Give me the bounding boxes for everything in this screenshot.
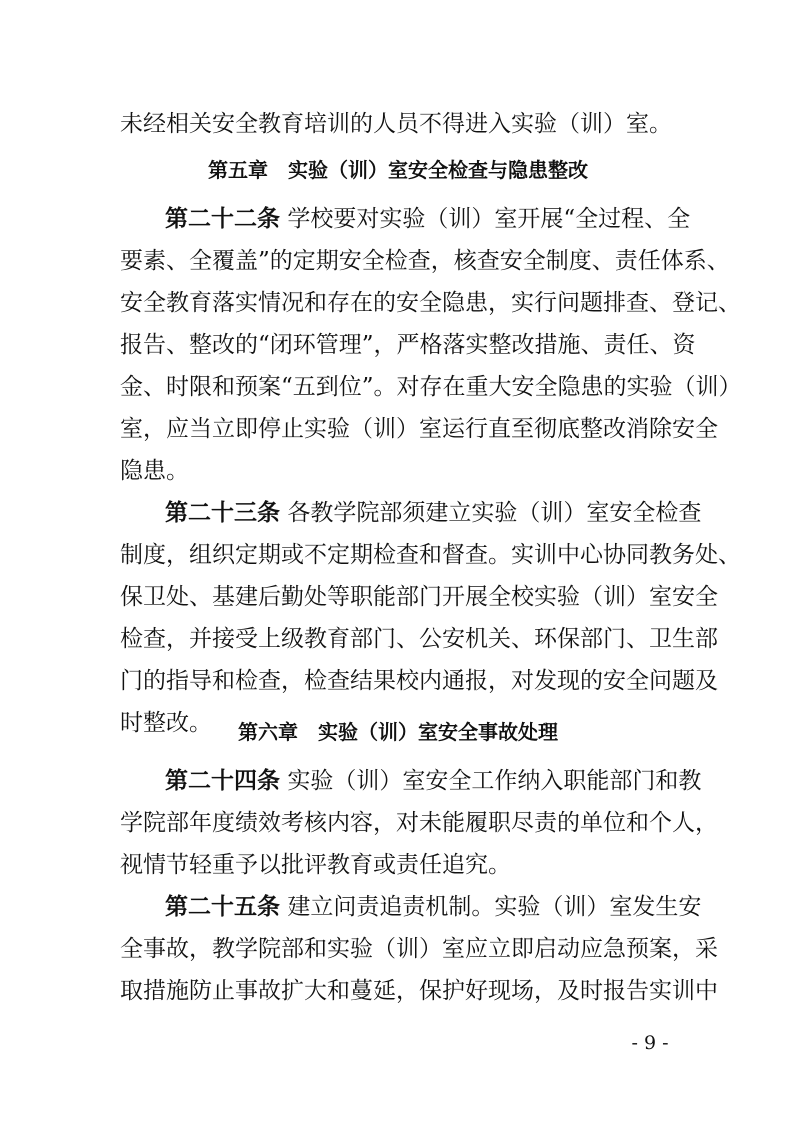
article-24-label: 第二十四条 xyxy=(165,768,280,794)
text-line: 全事故，教学院部和实验（训）室应立即启动应急预案，采 xyxy=(120,936,718,962)
text-line: 制度，组织定期或不定期检查和督查。实训中心协同教务处、 xyxy=(120,542,741,568)
article-22-label: 第二十二条 xyxy=(165,206,280,232)
article-25-label: 第二十五条 xyxy=(165,894,280,920)
text-line: 未经相关安全教育培训的人员不得进入实验（训）室。 xyxy=(120,111,672,137)
text-line: 保卫处、基建后勤处等职能部门开展全校实验（训）室安全 xyxy=(120,584,718,610)
article-22-text: 学校要对实验（训）室开展“全过程、全 xyxy=(287,206,691,232)
article-25-text: 建立问责追责机制。实验（训）室发生安 xyxy=(287,894,702,920)
article-23-label: 第二十三条 xyxy=(165,500,280,526)
text-line: 报告、整改的“闭环管理”，严格落实整改措施、责任、资 xyxy=(120,332,696,358)
text-line: 检查，并接受上级教育部门、公安机关、环保部门、卫生部 xyxy=(120,626,718,652)
chapter-5-heading: 第五章 实验（训）室安全检查与隐患整改 xyxy=(208,158,588,182)
text-line: 时整改。 xyxy=(120,710,212,736)
text-line: 取措施防止事故扩大和蔓延，保护好现场，及时报告实训中 xyxy=(120,978,718,1004)
text-line: 隐患。 xyxy=(120,458,189,484)
page-number: - 9 - xyxy=(631,1032,669,1054)
chapter-6-heading: 第六章 实验（训）室安全事故处理 xyxy=(238,720,558,744)
text-line: 安全教育落实情况和存在的安全隐患，实行问题排查、登记、 xyxy=(120,290,741,316)
text-line: 室，应当立即停止实验（训）室运行直至彻底整改消除安全 xyxy=(120,416,718,442)
article-24-text: 实验（训）室安全工作纳入职能部门和教 xyxy=(287,768,702,794)
text-line: 金、时限和预案“五到位”。对存在重大安全隐患的实验（训） xyxy=(120,374,742,400)
text-line: 视情节轻重予以批评教育或责任追究。 xyxy=(120,852,511,878)
text-line: 要素、全覆盖”的定期安全检查，核查安全制度、责任体系、 xyxy=(120,248,730,274)
article-23-first-line xyxy=(165,493,702,533)
text-line: 学院部年度绩效考核内容，对未能履职尽责的单位和个人， xyxy=(120,810,718,836)
article-25-first-line xyxy=(165,887,702,927)
article-22-first-line xyxy=(165,199,691,239)
text-line: 门的指导和检查，检查结果校内通报，对发现的安全问题及 xyxy=(120,668,718,694)
article-23-text: 各教学院部须建立实验（训）室安全检查 xyxy=(287,500,702,526)
article-24-first-line xyxy=(165,761,702,801)
